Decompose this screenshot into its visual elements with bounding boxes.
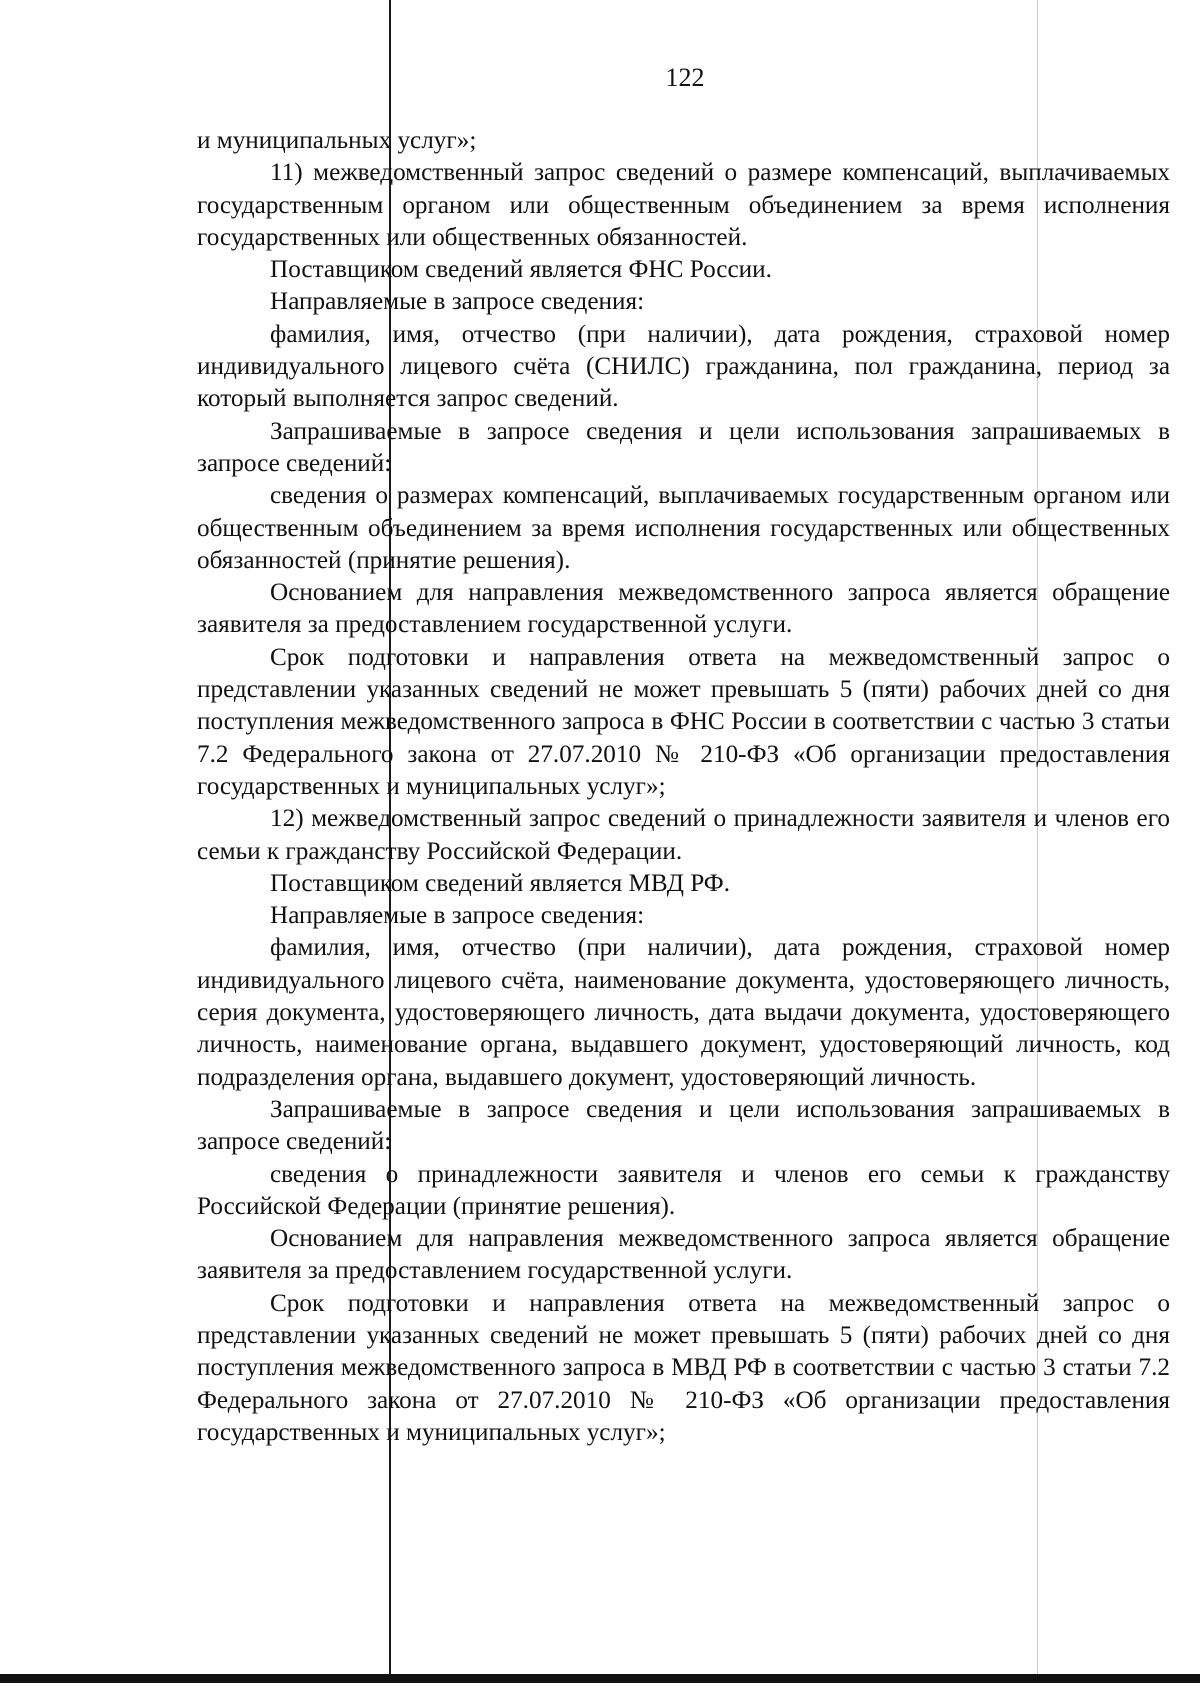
paragraph: Запрашиваемые в запросе сведения и цели использования запрашиваемых в запросе сведений:: [197, 1095, 1170, 1156]
paragraph: Поставщиком сведений является МВД РФ.: [270, 869, 731, 897]
paragraph: Направляемые в запросе сведения:: [270, 288, 645, 316]
document-body: [197, 125, 1170, 1449]
paragraph: фамилия, имя, отчество (при наличии), дата рождения, страховой номер индивидуального лицевого счёта (СНИЛС) гражданина, пол гражданина, период за который выполняется запрос сведений.: [197, 320, 1170, 413]
paragraph: Основанием для направления межведомственного запроса является обращение заявителя за предоставлением государственной услуги.: [197, 579, 1170, 639]
paragraph: сведения о размерах компенсаций, выплачиваемых государственным органом или общественным объединением за время исполнения государственных или общественных обязанностей (принятие решения).: [197, 482, 1170, 574]
paragraph-item-12: 12) межведомственный запрос сведений о принадлежности заявителя и членов его семьи к гражданству Российской Федерации.: [197, 805, 1170, 865]
paragraph: Запрашиваемые в запросе сведения и цели использования запрашиваемых в запросе сведений:: [197, 417, 1170, 477]
paragraph-item-11: 11) межведомственный запрос сведений о размере компенсаций, выплачиваемых государственным органом или общественным объединением за время исполнения государственных или общественных обязанностей.: [197, 159, 1170, 251]
scan-artifact-bottom-bar: [0, 1674, 1200, 1683]
paragraph: Основанием для направления межведомственного запроса является обращение заявителя за предоставлением государственной услуги.: [197, 1225, 1170, 1285]
paragraph-continuation: и муниципальных услуг»;: [197, 127, 477, 154]
paragraph: Срок подготовки и направления ответа на межведомственный запрос о представлении указанных сведений не может превышать 5 (пяти) рабочих дней со дня поступления межведомственного запроса в ФНС России в соответствии с частью 3 статьи 7.2 Федерального закона от 27.07.2010 № 210-ФЗ «Об организации предоставления государственных и муниципальных услуг»;: [197, 643, 1170, 800]
paragraph: Поставщиком сведений является ФНС России.: [270, 256, 772, 284]
paragraph: Направляемые в запросе сведения:: [270, 902, 645, 930]
paragraph: фамилия, имя, отчество (при наличии), дата рождения, страховой номер индивидуального лицевого счёта, наименование документа, удостоверяющего личность, серия документа, удостоверяющего личность, дата выдачи документа, удостоверяющего личность, наименование органа, выдавшего документ, удостоверяющий личность, код подразделения органа, выдавшего документ, удостоверяющий личность.: [197, 934, 1170, 1091]
paragraph: сведения о принадлежности заявителя и членов его семьи к гражданству Российской Федерации (принятие решения).: [197, 1160, 1170, 1220]
page-number: 122: [665, 63, 705, 92]
paragraph: Срок подготовки и направления ответа на межведомственный запрос о представлении указанных сведений не может превышать 5 (пяти) рабочих дней со дня поступления межведомственного запроса в МВД РФ в соответствии с частью 3 статьи 7.2 Федерального закона от 27.07.2010 № 210-ФЗ «Об организации предоставления государственных и муниципальных услуг»;: [197, 1289, 1170, 1446]
